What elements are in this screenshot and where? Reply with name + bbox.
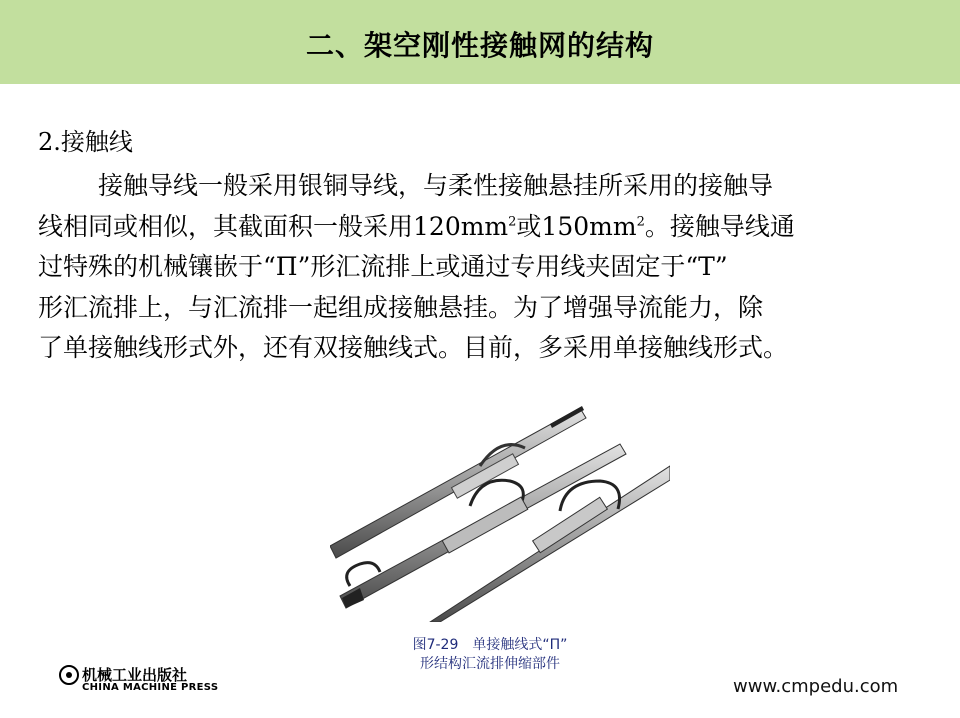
- paragraph-line: 接触导线一般采用银铜导线，与柔性接触悬挂所采用的接触导: [98, 171, 774, 200]
- figure-caption: [380, 636, 600, 674]
- paragraph-line: 过特殊的机械镶嵌于“Π”形汇流排上或通过专用线夹固定于“T”: [38, 252, 728, 281]
- caption-line: 图7-29 单接触线式“Π”: [412, 637, 568, 653]
- publisher-name-en: CHINA MACHINE PRESS: [82, 682, 219, 693]
- title-bar: [0, 0, 960, 84]
- slide-title: 二、架空刚性接触网的结构: [305, 29, 654, 62]
- section-heading: 2.接触线: [38, 128, 133, 156]
- publisher-name-cn: 机械工业出版社: [82, 666, 188, 684]
- expansion-joint-photo: [330, 396, 670, 622]
- body-paragraph: [38, 166, 906, 369]
- paragraph-line: 线相同或相似，其截面积一般采用$120mm^2$或$150mm^2$。接触导线通: [38, 211, 795, 241]
- paragraph-line: 形汇流排上，与汇流排一起组成接触悬挂。为了增强导流能力，除: [38, 292, 764, 322]
- publisher-emblem-icon: [58, 664, 80, 686]
- website-url[interactable]: www.cmpedu.com: [733, 676, 899, 697]
- caption-line: 形结构汇流排伸缩部件: [420, 656, 560, 672]
- paragraph-line: 了单接触线形式外，还有双接触线式。目前，多采用单接触线形式。: [38, 333, 789, 362]
